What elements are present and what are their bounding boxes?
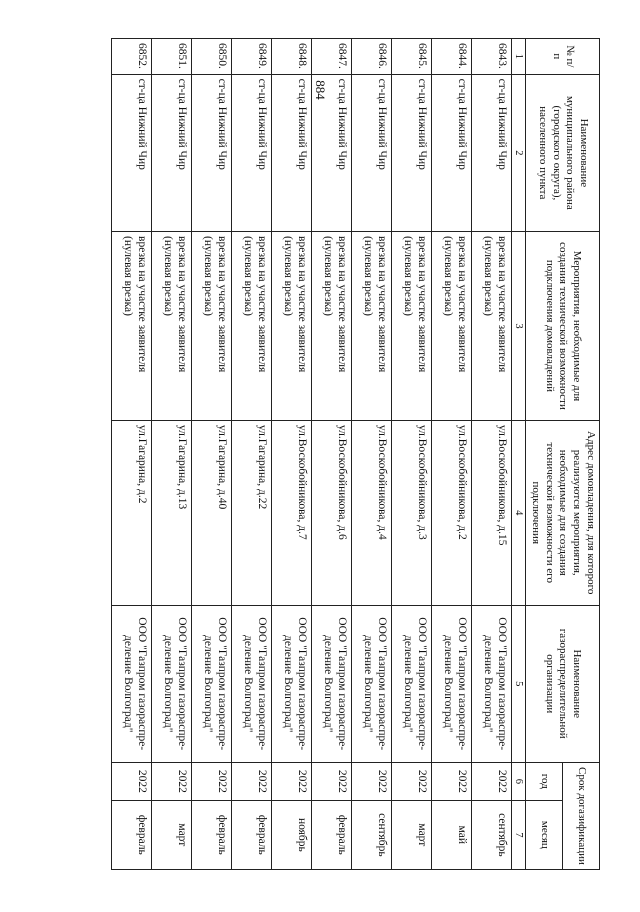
column-number: 1 bbox=[512, 39, 526, 75]
row-address: ул.Воскобойникова, д.3 bbox=[392, 420, 432, 605]
row-month: ноябрь bbox=[272, 800, 312, 869]
row-month: сентябрь bbox=[352, 800, 392, 869]
row-year: 2022 bbox=[352, 762, 392, 800]
row-org: ООО "Газпром газораспре-деление Волгоград" bbox=[312, 605, 352, 762]
row-place: ст-ца Нижний Чир bbox=[112, 74, 152, 231]
header-event: Мероприятия, необходимые для создания технической возможности подключения домовладений bbox=[526, 232, 600, 421]
header-term: Срок догазификации bbox=[563, 762, 600, 869]
row-event: врезка на участке заявителя (нулевая врезка) bbox=[152, 232, 192, 421]
header-org: Наименование газораспределительной организации bbox=[526, 605, 600, 762]
row-address: ул.Воскобойникова, д.2 bbox=[432, 420, 472, 605]
row-place: ст-ца Нижний Чир bbox=[472, 74, 512, 231]
row-number: 6851. bbox=[152, 39, 192, 75]
row-address: ул.Гагарина, д.22 bbox=[232, 420, 272, 605]
table-row bbox=[192, 39, 232, 870]
column-number: 7 bbox=[512, 800, 526, 869]
table-row bbox=[112, 39, 152, 870]
row-year: 2022 bbox=[392, 762, 432, 800]
row-place: ст-ца Нижний Чир bbox=[232, 74, 272, 231]
table-row bbox=[392, 39, 432, 870]
row-number: 6843. bbox=[472, 39, 512, 75]
row-year: 2022 bbox=[232, 762, 272, 800]
row-org: ООО "Газпром газораспре-деление Волгоград" bbox=[152, 605, 192, 762]
row-event: врезка на участке заявителя (нулевая врезка) bbox=[272, 232, 312, 421]
row-org: ООО "Газпром газораспре-деление Волгоград" bbox=[272, 605, 312, 762]
column-number: 3 bbox=[512, 232, 526, 421]
gasification-table bbox=[111, 38, 600, 870]
row-event: врезка на участке заявителя (нулевая врезка) bbox=[352, 232, 392, 421]
column-numbers-row bbox=[512, 39, 526, 870]
row-year: 2022 bbox=[312, 762, 352, 800]
row-number: 6845. bbox=[392, 39, 432, 75]
table-container bbox=[90, 38, 600, 870]
row-place: ст-ца Нижний Чир bbox=[432, 74, 472, 231]
row-month: февраль bbox=[112, 800, 152, 869]
row-address: ул.Гагарина, д.2 bbox=[112, 420, 152, 605]
table-row bbox=[352, 39, 392, 870]
row-org: ООО "Газпром газораспре-деление Волгоград" bbox=[392, 605, 432, 762]
row-address: ул.Воскобойникова, д.4 bbox=[352, 420, 392, 605]
row-place: ст-ца Нижний Чир bbox=[192, 74, 232, 231]
row-place: ст-ца Нижний Чир bbox=[392, 74, 432, 231]
row-address: ул.Гагарина, д.40 bbox=[192, 420, 232, 605]
row-address: ул.Воскобойникова, д.6 bbox=[312, 420, 352, 605]
column-number: 2 bbox=[512, 74, 526, 231]
row-number: 6847. bbox=[312, 39, 352, 75]
row-event: врезка на участке заявителя (нулевая врезка) bbox=[472, 232, 512, 421]
table-row bbox=[432, 39, 472, 870]
row-event: врезка на участке заявителя (нулевая врезка) bbox=[432, 232, 472, 421]
table-row bbox=[472, 39, 512, 870]
row-place: ст-ца Нижний Чир bbox=[352, 74, 392, 231]
table-body bbox=[112, 39, 512, 870]
row-number: 6852. bbox=[112, 39, 152, 75]
header-year: год bbox=[526, 762, 563, 800]
row-event: врезка на участке заявителя (нулевая врезка) bbox=[392, 232, 432, 421]
row-year: 2022 bbox=[152, 762, 192, 800]
row-org: ООО "Газпром газораспре-деление Волгоград" bbox=[232, 605, 272, 762]
table-row bbox=[152, 39, 192, 870]
row-month: февраль bbox=[192, 800, 232, 869]
row-month: февраль bbox=[232, 800, 272, 869]
row-address: ул.Гагарина, д.13 bbox=[152, 420, 192, 605]
row-org: ООО "Газпром газораспре-деление Волгоград" bbox=[472, 605, 512, 762]
table-row bbox=[272, 39, 312, 870]
header-month: месяц bbox=[526, 800, 563, 869]
row-number: 6849. bbox=[232, 39, 272, 75]
row-number: 6850. bbox=[192, 39, 232, 75]
row-year: 2022 bbox=[472, 762, 512, 800]
row-year: 2022 bbox=[112, 762, 152, 800]
row-month: сентябрь bbox=[472, 800, 512, 869]
row-month: февраль bbox=[312, 800, 352, 869]
page-number: 884 bbox=[313, 80, 328, 100]
row-event: врезка на участке заявителя (нулевая врезка) bbox=[312, 232, 352, 421]
row-org: ООО "Газпром газораспре-деление Волгоград" bbox=[192, 605, 232, 762]
row-year: 2022 bbox=[192, 762, 232, 800]
header-number: № п/п bbox=[526, 39, 600, 75]
row-event: врезка на участке заявителя (нулевая врезка) bbox=[232, 232, 272, 421]
row-place: ст-ца Нижний Чир bbox=[272, 74, 312, 231]
row-number: 6846. bbox=[352, 39, 392, 75]
row-year: 2022 bbox=[272, 762, 312, 800]
column-number: 6 bbox=[512, 762, 526, 800]
header-address: Адрес домовладения, для которого реализуются мероприятия, необходимые для создания технической возможности его подключения bbox=[526, 420, 600, 605]
row-event: врезка на участке заявителя (нулевая врезка) bbox=[112, 232, 152, 421]
row-org: ООО "Газпром газораспре-деление Волгоград" bbox=[352, 605, 392, 762]
column-number: 5 bbox=[512, 605, 526, 762]
row-month: май bbox=[432, 800, 472, 869]
row-month: март bbox=[392, 800, 432, 869]
row-month: март bbox=[152, 800, 192, 869]
row-place: ст-ца Нижний Чир bbox=[152, 74, 192, 231]
row-address: ул.Воскобойникова, д.7 bbox=[272, 420, 312, 605]
row-year: 2022 bbox=[432, 762, 472, 800]
column-number: 4 bbox=[512, 420, 526, 605]
row-number: 6848. bbox=[272, 39, 312, 75]
row-org: ООО "Газпром газораспре-деление Волгоград" bbox=[112, 605, 152, 762]
row-event: врезка на участке заявителя (нулевая врезка) bbox=[192, 232, 232, 421]
row-org: ООО "Газпром газораспре-деление Волгоград" bbox=[432, 605, 472, 762]
row-place: ст-ца Нижний Чир bbox=[312, 74, 352, 231]
row-number: 6844. bbox=[432, 39, 472, 75]
table-row bbox=[312, 39, 352, 870]
table-row bbox=[232, 39, 272, 870]
row-address: ул.Воскобойникова, д.15 bbox=[472, 420, 512, 605]
header-place: Наименование муниципального района (городского округа), населенного пункта bbox=[526, 74, 600, 231]
